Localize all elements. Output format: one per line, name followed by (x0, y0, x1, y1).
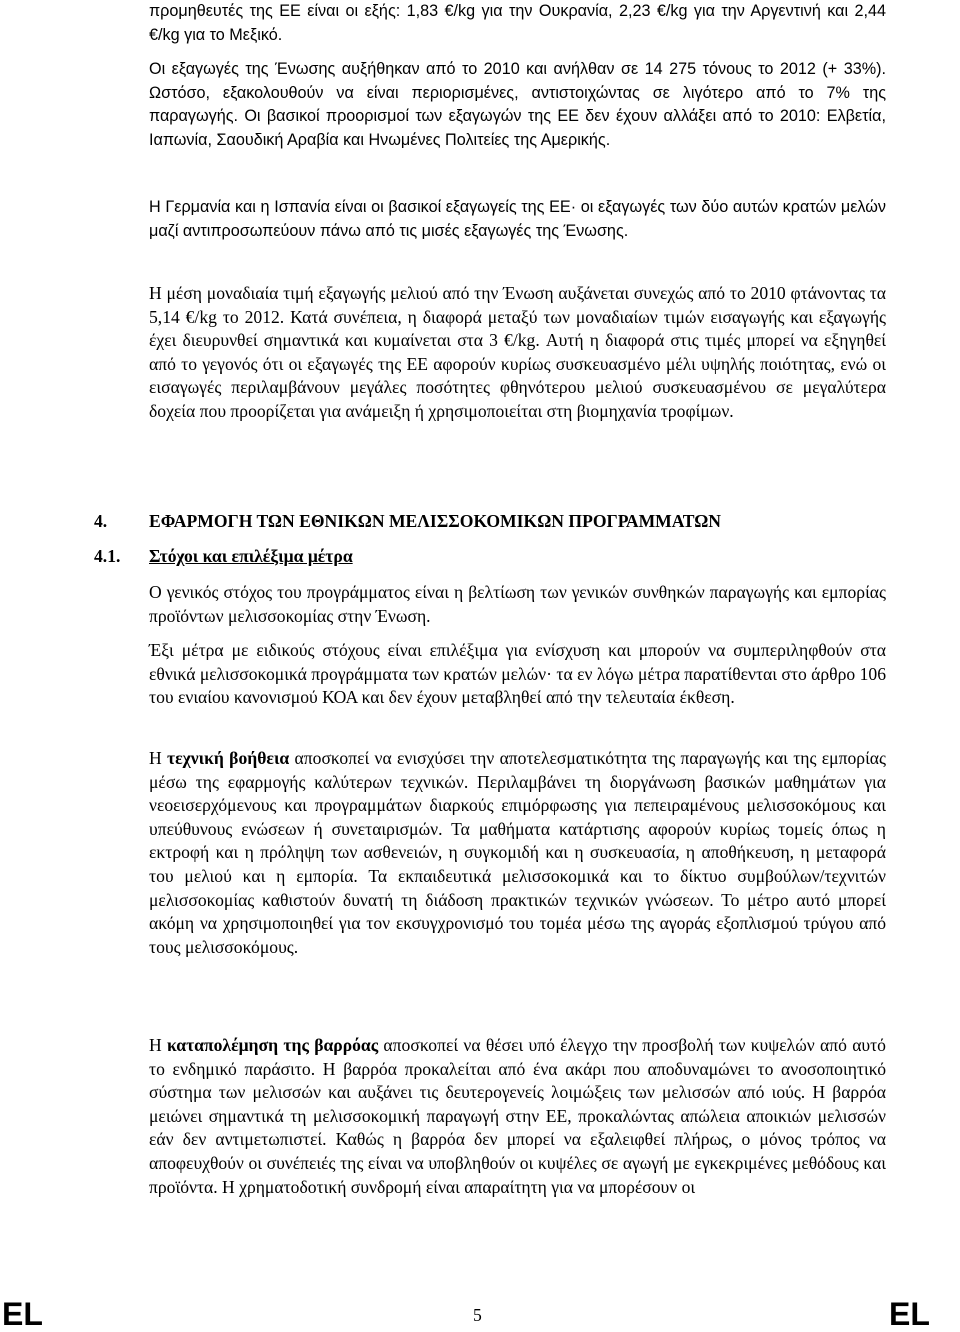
paragraph-technical-assistance (149, 747, 886, 959)
subsection-title: Στόχοι και επιλέξιμα μέτρα (149, 546, 353, 566)
paragraph-main-exporters: Η Γερμανία και η Ισπανία είναι οι βασικοί εξαγωγείς της ΕΕ· οι εξαγωγές των δύο αυτών κρατών μελών μαζί αντιπροσωπεύουν πάνω από τις μισές εξαγωγές της Ένωσης. (149, 198, 886, 240)
paragraph-eu-exports: Οι εξαγωγές της Ένωσης αυξήθηκαν από το 2010 και ανήλθαν σε 14 275 τόνους το 2012 (+ 33%). Ωστόσο, εξακολουθούν να είναι περιορισμένες, αντιστοιχώντας σε λιγότερο από το 7% της παραγωγής. Οι βασικοί προορισμοί των εξαγωγών της ΕΕ δεν έχουν αλλάξει από το 2010: Ελβετία, Ιαπωνία, Σαουδική Αραβία και Ηνωμένες Πολιτείες της Αμερικής. (149, 60, 886, 149)
paragraph-supplier-prices: προμηθευτές της ΕΕ είναι οι εξής: 1,83 €/kg για την Ουκρανία, 2,23 €/kg για την Αργεντινή και 2,44 €/kg για το Μεξικό. (149, 2, 886, 44)
p7-post: αποσκοπεί να ενισχύσει την αποτελεσματικότητα της παραγωγής και της εμπορίας μέσω της εφαρμογής καλύτερων τεχνικών. Περιλαμβάνει τη διοργάνωση βασικών μαθημάτων για νεοεισερχόμενους και προγραμμάτων διαρκούς επιμόρφωσης για πεπειραμένους μελισσοκόμους και υπεύθυνους ενώσεων ή συνεταιρισμών. Τα μαθήματα κατάρτισης αφορούν κυρίως τομείς όπως η εκτροφή και η πρόληψη των ασθενειών, η συγκομιδή και η συσκευασία, η αποθήκευση, η μεταφορά του μελιού και η εμπορία. Τα εκπαιδευτικά μελισσοκομικά και το δίκτυο συμβούλων/τεχνιτών μελισσοκομίας καθιστούν δυνατή τη διάδοση πρακτικών τεχνικών γνώσεων. Το μέτρο αυτό μπορεί ακόμη να χρησιμοποιηθεί για τον εκσυγχρονισμό του τομέα μέσω της αγοράς εξοπλισμού τρύγου από τους μελισσοκόμους. (149, 748, 886, 957)
footer-lang-right: EL (889, 1296, 930, 1332)
paragraph-general-objective: Ο γενικός στόχος του προγράμματος είναι η βελτίωση των γενικών συνθηκών παραγωγής και εμπορίας προϊόντων μελισσοκομίας στην Ένωση. (149, 582, 886, 626)
paragraph-varroa-control (149, 1034, 886, 1199)
paragraph-eligible-measures: Έξι μέτρα με ειδικούς στόχους είναι επιλέξιμα για ενίσχυση και μπορούν να συμπεριληφθούν στα εθνικά μελισσοκομικά προγράμματα των κρατών μελών· τα εν λόγω μέτρα παρατίθενται στο άρθρο 106 του ενιαίου κανονισμού ΚΟΑ και δεν έχουν μεταβληθεί από την τελευταία έκθεση. (149, 640, 886, 708)
technical-assistance-term: τεχνική βοήθεια (167, 748, 290, 768)
p8-pre: Η (149, 1035, 167, 1055)
footer-lang-left: EL (2, 1296, 43, 1332)
subsection-number: 4.1. (94, 546, 121, 566)
p7-pre: Η (149, 748, 168, 768)
section-number: 4. (94, 511, 108, 531)
section-title: ΕΦΑΡΜΟΓΗ ΤΩΝ ΕΘΝΙΚΩΝ ΜΕΛΙΣΣΟΚΟΜΙΚΩΝ ΠΡΟΓΡΑΜΜΑΤΩΝ (149, 511, 721, 531)
page-number: 5 (473, 1305, 482, 1325)
varroa-control-term: καταπολέμηση της βαρρόας (166, 1035, 379, 1055)
paragraph-export-unit-price: Η μέση μοναδιαία τιμή εξαγωγής μελιού από την Ένωση αυξάνεται συνεχώς από το 2010 φτάνοντας τα 5,14 €/kg το 2012. Κατά συνέπεια, η διαφορά μεταξύ των μοναδιαίων τιμών εισαγωγής και εξαγωγής έχει διευρυνθεί σημαντικά και κυμαίνεται στα 3 €/kg. Αυτή η διαφορά στις τιμές μπορεί να εξηγηθεί από το γεγονός ότι οι εξαγωγές της ΕΕ αφορούν κυρίως συσκευασμένο μέλι υψηλής ποιότητας, ενώ οι εισαγωγές περιλαμβάνουν μεγάλες ποσότητες φθηνότερου μελιού συσκευασμένου σε μεγαλύτερα δοχεία που προορίζεται για ανάμειξη ή χρησιμοποιείται στη βιομηχανία τροφίμων. (149, 283, 886, 421)
p8-post: αποσκοπεί να θέσει υπό έλεγχο την προσβολή των κυψελών από αυτό το ενδημικό παράσιτο. Η βαρρόα προκαλείται από ένα ακάρι που αποδυναμώνει το ανοσοποιητικό σύστημα των μελισσών και αυξάνει τις δευτερογενείς λοιμώξεις των μελισσών από ιούς. Η βαρρόα μειώνει σημαντικά τη μελισσοκομική παραγωγή στην ΕΕ, προκαλώντας απώλεια αποικιών μελισσών εάν δεν αντιμετωπιστεί. Καθώς η βαρρόα δεν μπορεί να εξαλειφθεί πλήρως, ο μόνος τρόπος να αποφευχθούν οι συνέπειές της είναι να υποβληθούν οι κυψέλες σε αγωγή με εγκεκριμένες μεθόδους και προϊόντα. Η χρηματοδοτική συνδρομή είναι απαραίτητη για να μπορέσουν οι (149, 1035, 886, 1197)
